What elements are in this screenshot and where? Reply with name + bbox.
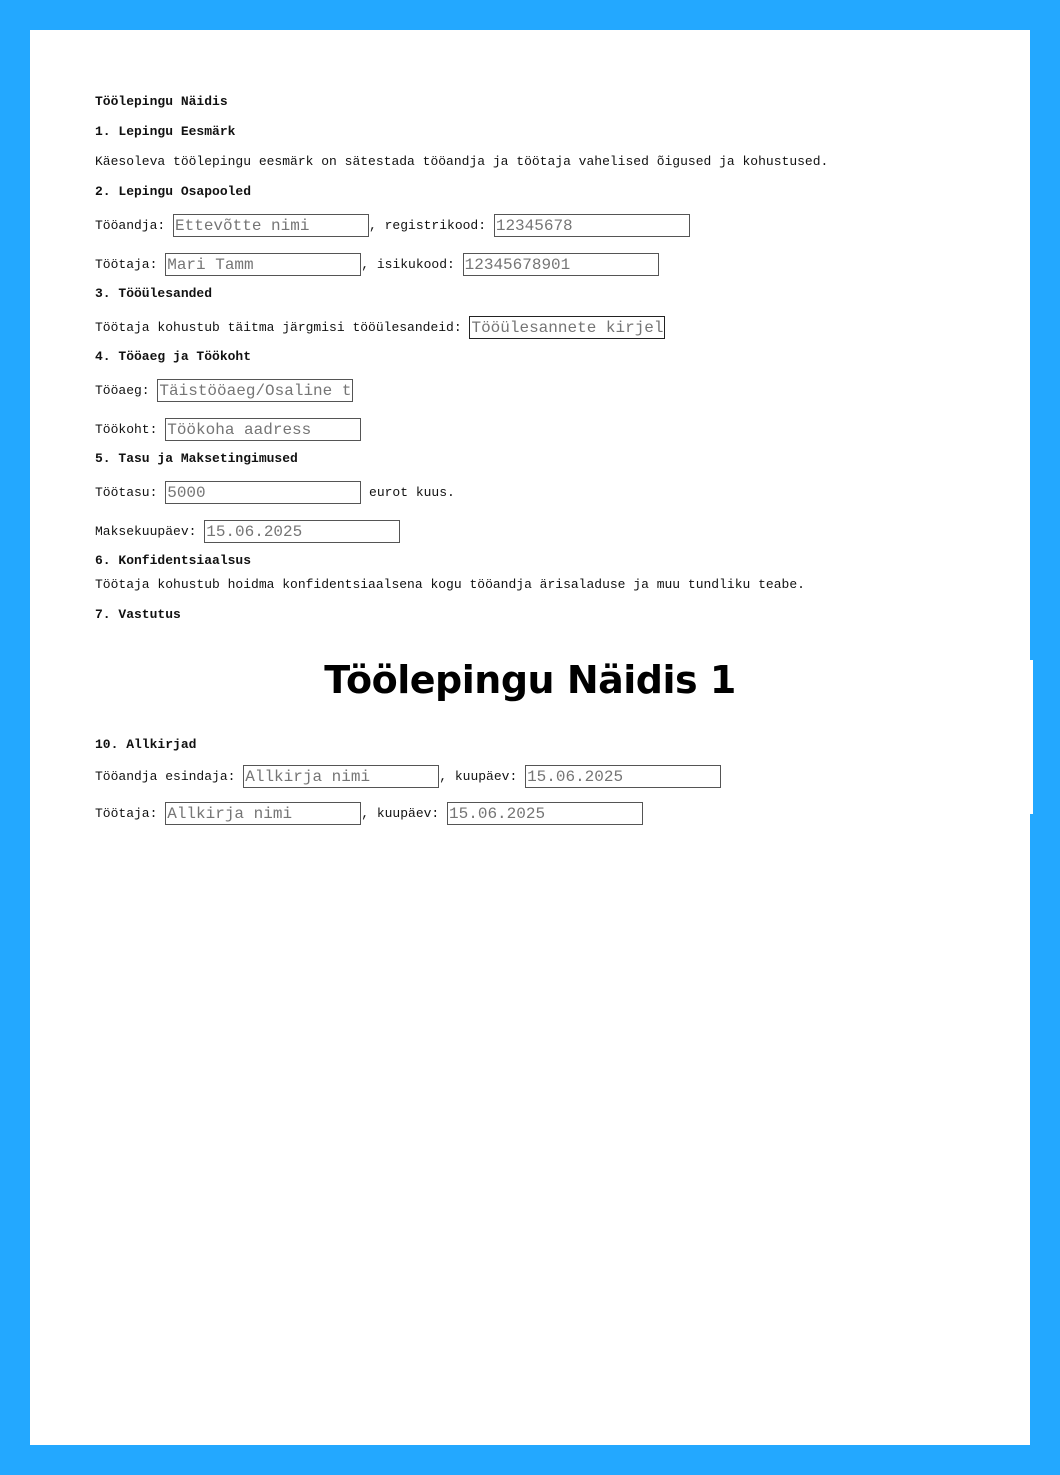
worktime-row (95, 371, 975, 410)
section-5-heading: 5. Tasu ja Maksetingimused (95, 451, 298, 466)
section-6-text: Töötaja kohustub hoidma konfidentsiaalsena kogu tööandja ärisaladuse ja muu tundliku teabe. (95, 577, 805, 592)
employee-label: Töötaja: (95, 257, 166, 272)
section-3-heading: 3. Tööülesanded (95, 286, 213, 301)
employee-row (95, 245, 975, 284)
contract-content (95, 92, 975, 831)
duties-input[interactable] (469, 316, 665, 339)
section-1-heading: 1. Lepingu Eesmärk (95, 124, 236, 139)
salary-suffix: eurot kuus. (361, 485, 455, 500)
workplace-label: Töökoht: (95, 422, 166, 437)
document-title: Töölepingu Näidis (95, 94, 228, 109)
idcode-input[interactable] (463, 253, 659, 276)
salary-label: Töötasu: (95, 485, 166, 500)
employer-date-input[interactable] (525, 765, 721, 788)
overlay-title: Töölepingu Näidis 1 (324, 658, 736, 702)
section-10-heading: 10. Allkirjad (95, 737, 197, 752)
salary-row (95, 473, 975, 512)
section-1-text: Käesoleva töölepingu eesmärk on sätestada tööandja ja töötaja vahelised õigused ja kohustused. (95, 154, 829, 169)
section-7-heading: 7. Vastutus (95, 607, 181, 622)
employer-label: Tööandja: (95, 218, 174, 233)
salary-input[interactable] (165, 481, 361, 504)
regcode-input[interactable] (494, 214, 690, 237)
section-6-heading: 6. Konfidentsiaalsus (95, 553, 252, 568)
idcode-label: , isikukood: (361, 257, 463, 272)
section-2-heading: 2. Lepingu Osapooled (95, 184, 252, 199)
duties-label: Töötaja kohustub täitma järgmisi tööülesandeid: (95, 320, 470, 335)
paydate-input[interactable] (204, 520, 400, 543)
employee-name-input[interactable] (165, 253, 361, 276)
document-page (30, 30, 1030, 1445)
employee-signature-row (95, 796, 975, 831)
page-edge-mark (1030, 660, 1033, 814)
workplace-input[interactable] (165, 418, 361, 441)
employee-date-label: , kuupäev: (361, 806, 448, 821)
employee-signature-label: Töötaja: (95, 806, 166, 821)
employer-signature-input[interactable] (243, 765, 439, 788)
title-banner (30, 625, 1030, 735)
section-4-heading: 4. Tööaeg ja Töökoht (95, 349, 252, 364)
employer-signature-row (95, 757, 975, 796)
worktime-label: Tööaeg: (95, 383, 158, 398)
worktime-input[interactable] (157, 379, 353, 402)
paydate-row (95, 512, 975, 551)
duties-row (95, 308, 975, 347)
employer-date-label: , kuupäev: (439, 769, 526, 784)
workplace-row (95, 410, 975, 449)
employer-name-input[interactable] (173, 214, 369, 237)
employer-rep-label: Tööandja esindaja: (95, 769, 244, 784)
regcode-label: , registrikood: (369, 218, 494, 233)
paydate-label: Maksekuupäev: (95, 524, 205, 539)
employee-signature-input[interactable] (165, 802, 361, 825)
employer-row (95, 206, 975, 245)
employee-date-input[interactable] (447, 802, 643, 825)
